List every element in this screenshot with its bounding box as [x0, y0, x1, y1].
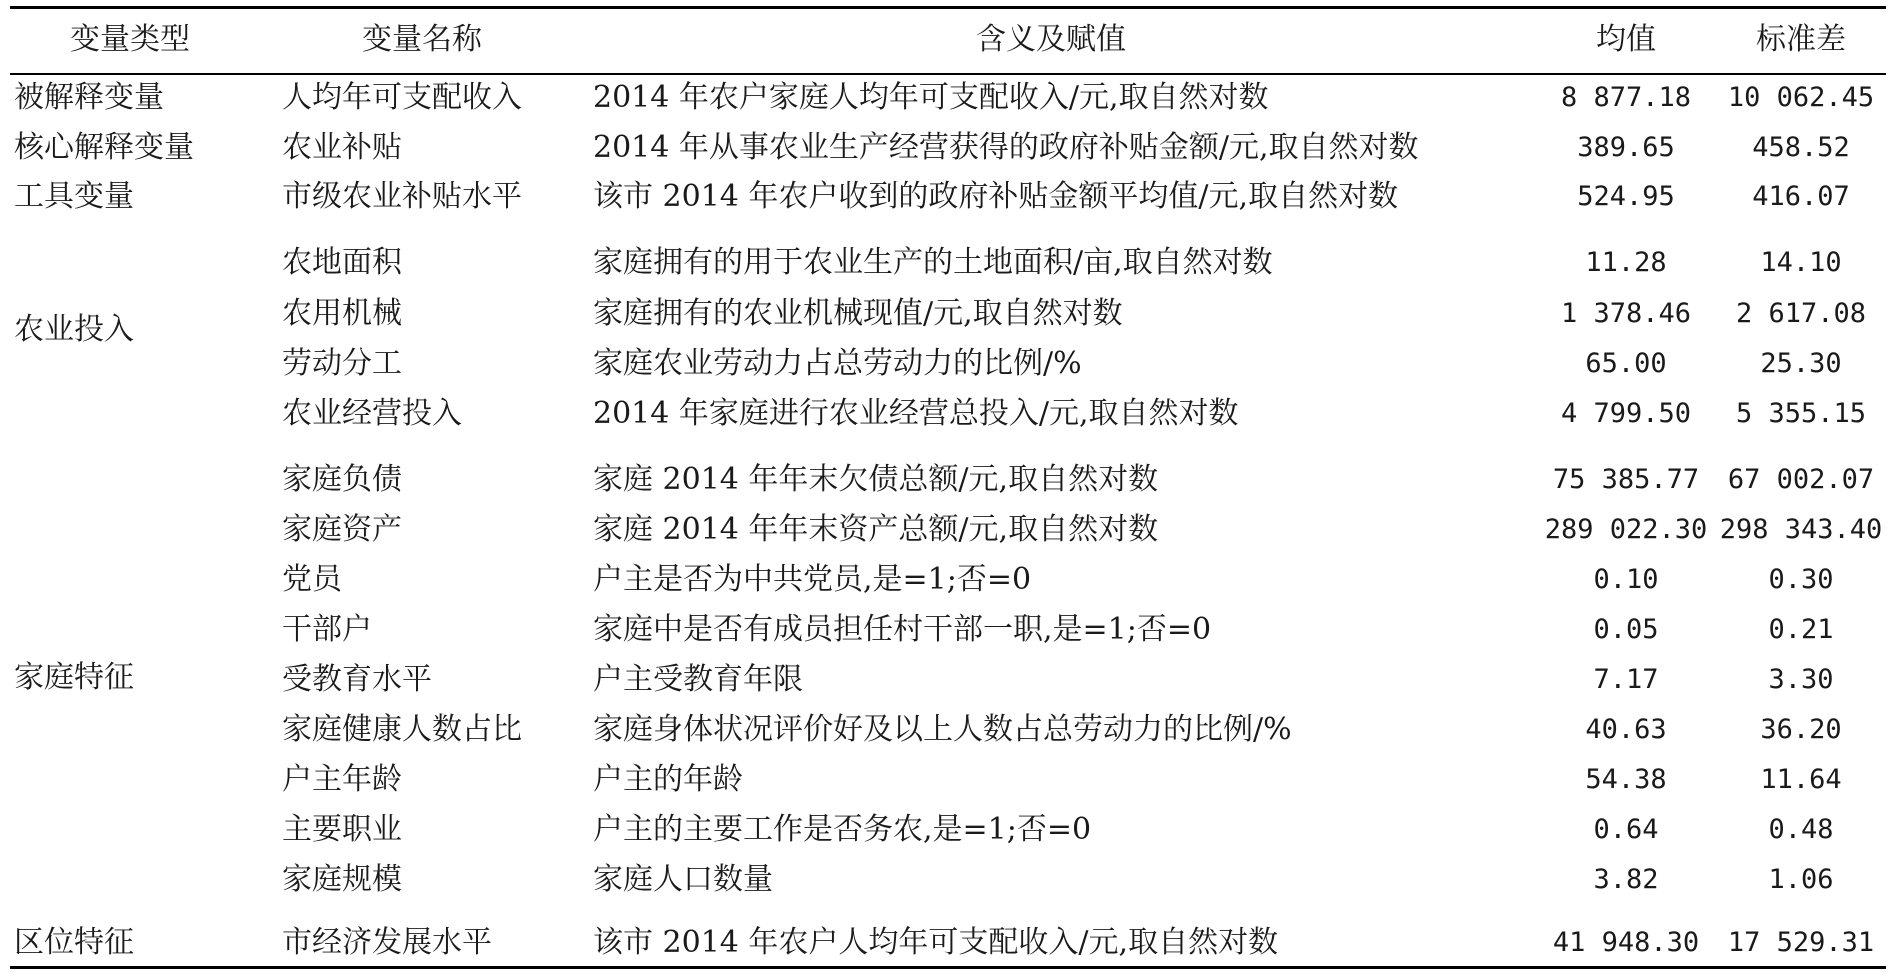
row-mean: 75 385.77: [1552, 464, 1700, 495]
row-mean: 54.38: [1585, 764, 1667, 795]
row-description: 家庭拥有的用于农业生产的土地面积/亩,取自然对数: [593, 245, 1273, 280]
row-name: 人均年可支配收入: [282, 80, 522, 115]
row-description: 家庭 2014 年年末资产总额/元,取自然对数: [593, 512, 1159, 547]
row-mean: 1 378.46: [1560, 298, 1692, 329]
row-sd: 416.07: [1752, 181, 1850, 212]
row-description: 2014 年家庭进行农业经营总投入/元,取自然对数: [593, 396, 1239, 431]
row-mean: 8 877.18: [1560, 82, 1692, 113]
row-mean: 40.63: [1585, 714, 1667, 745]
row-description: 家庭 2014 年年末欠债总额/元,取自然对数: [593, 462, 1159, 497]
row-description: 户主的年龄: [593, 762, 743, 797]
row-mean: 41 948.30: [1552, 927, 1700, 958]
header-description: 含义及赋值: [976, 22, 1126, 57]
row-name: 户主年龄: [282, 762, 402, 797]
row-description: 2014 年从事农业生产经营获得的政府补贴金额/元,取自然对数: [593, 130, 1419, 165]
row-description: 家庭农业劳动力占总劳动力的比例/%: [593, 346, 1082, 381]
row-name: 干部户: [282, 612, 372, 647]
header-rule: [10, 73, 1886, 75]
row-name: 党员: [282, 562, 342, 597]
row-mean: 11.28: [1585, 247, 1667, 278]
row-description: 该市 2014 年农户收到的政府补贴金额平均值/元,取自然对数: [593, 179, 1399, 214]
row-name: 家庭负债: [282, 462, 402, 497]
row-sd: 3.30: [1768, 664, 1834, 695]
category-instrument: 工具变量: [14, 179, 134, 214]
category-household: 家庭特征: [14, 660, 134, 695]
row-sd: 1.06: [1768, 864, 1834, 895]
row-sd: 458.52: [1752, 132, 1850, 163]
row-name: 劳动分工: [282, 346, 402, 381]
row-mean: 0.64: [1593, 814, 1659, 845]
category-agri-input: 农业投入: [14, 312, 134, 347]
category-dependent: 被解释变量: [14, 80, 164, 115]
row-name: 市经济发展水平: [282, 925, 492, 960]
row-sd: 36.20: [1760, 714, 1842, 745]
row-sd: 11.64: [1760, 764, 1842, 795]
row-name: 主要职业: [282, 812, 402, 847]
row-description: 2014 年农户家庭人均年可支配收入/元,取自然对数: [593, 80, 1269, 115]
row-sd: 0.30: [1768, 564, 1834, 595]
row-description: 家庭身体状况评价好及以上人数占总劳动力的比例/%: [593, 712, 1292, 747]
row-sd: 2 617.08: [1735, 298, 1867, 329]
row-sd: 17 529.31: [1727, 927, 1875, 958]
row-description: 户主受教育年限: [593, 662, 803, 697]
row-name: 受教育水平: [282, 662, 432, 697]
row-description: 户主是否为中共党员,是=1;否=0: [593, 562, 1032, 597]
row-sd: 298 343.40: [1719, 514, 1883, 545]
row-name: 家庭规模: [282, 862, 402, 897]
row-mean: 65.00: [1585, 348, 1667, 379]
row-mean: 0.05: [1593, 614, 1659, 645]
row-description: 家庭拥有的农业机械现值/元,取自然对数: [593, 296, 1123, 331]
row-sd: 14.10: [1760, 247, 1842, 278]
header-sd: 标准差: [1756, 22, 1846, 57]
row-sd: 10 062.45: [1727, 82, 1875, 113]
row-mean: 0.10: [1593, 564, 1659, 595]
header-mean: 均值: [1596, 22, 1656, 57]
row-description: 户主的主要工作是否务农,是=1;否=0: [593, 812, 1092, 847]
row-sd: 25.30: [1760, 348, 1842, 379]
category-core: 核心解释变量: [14, 130, 194, 165]
row-name: 农地面积: [282, 245, 402, 280]
top-rule: [10, 6, 1886, 9]
row-sd: 0.48: [1768, 814, 1834, 845]
header-category: 变量类型: [70, 22, 190, 57]
bottom-rule: [10, 966, 1886, 969]
row-description: 该市 2014 年农户人均年可支配收入/元,取自然对数: [593, 925, 1279, 960]
row-mean: 389.65: [1577, 132, 1675, 163]
row-name: 家庭资产: [282, 512, 402, 547]
row-description: 家庭中是否有成员担任村干部一职,是=1;否=0: [593, 612, 1212, 647]
row-sd: 67 002.07: [1727, 464, 1875, 495]
category-location: 区位特征: [14, 925, 134, 960]
row-name: 农用机械: [282, 296, 402, 331]
row-mean: 289 022.30: [1544, 514, 1708, 545]
row-sd: 0.21: [1768, 614, 1834, 645]
row-mean: 4 799.50: [1560, 398, 1692, 429]
row-name: 市级农业补贴水平: [282, 179, 522, 214]
header-name: 变量名称: [362, 22, 482, 57]
row-mean: 3.82: [1593, 864, 1659, 895]
row-mean: 524.95: [1577, 181, 1675, 212]
row-name: 农业经营投入: [282, 396, 462, 431]
row-name: 农业补贴: [282, 130, 402, 165]
row-sd: 5 355.15: [1735, 398, 1867, 429]
row-description: 家庭人口数量: [593, 862, 773, 897]
row-mean: 7.17: [1593, 664, 1659, 695]
row-name: 家庭健康人数占比: [282, 712, 522, 747]
